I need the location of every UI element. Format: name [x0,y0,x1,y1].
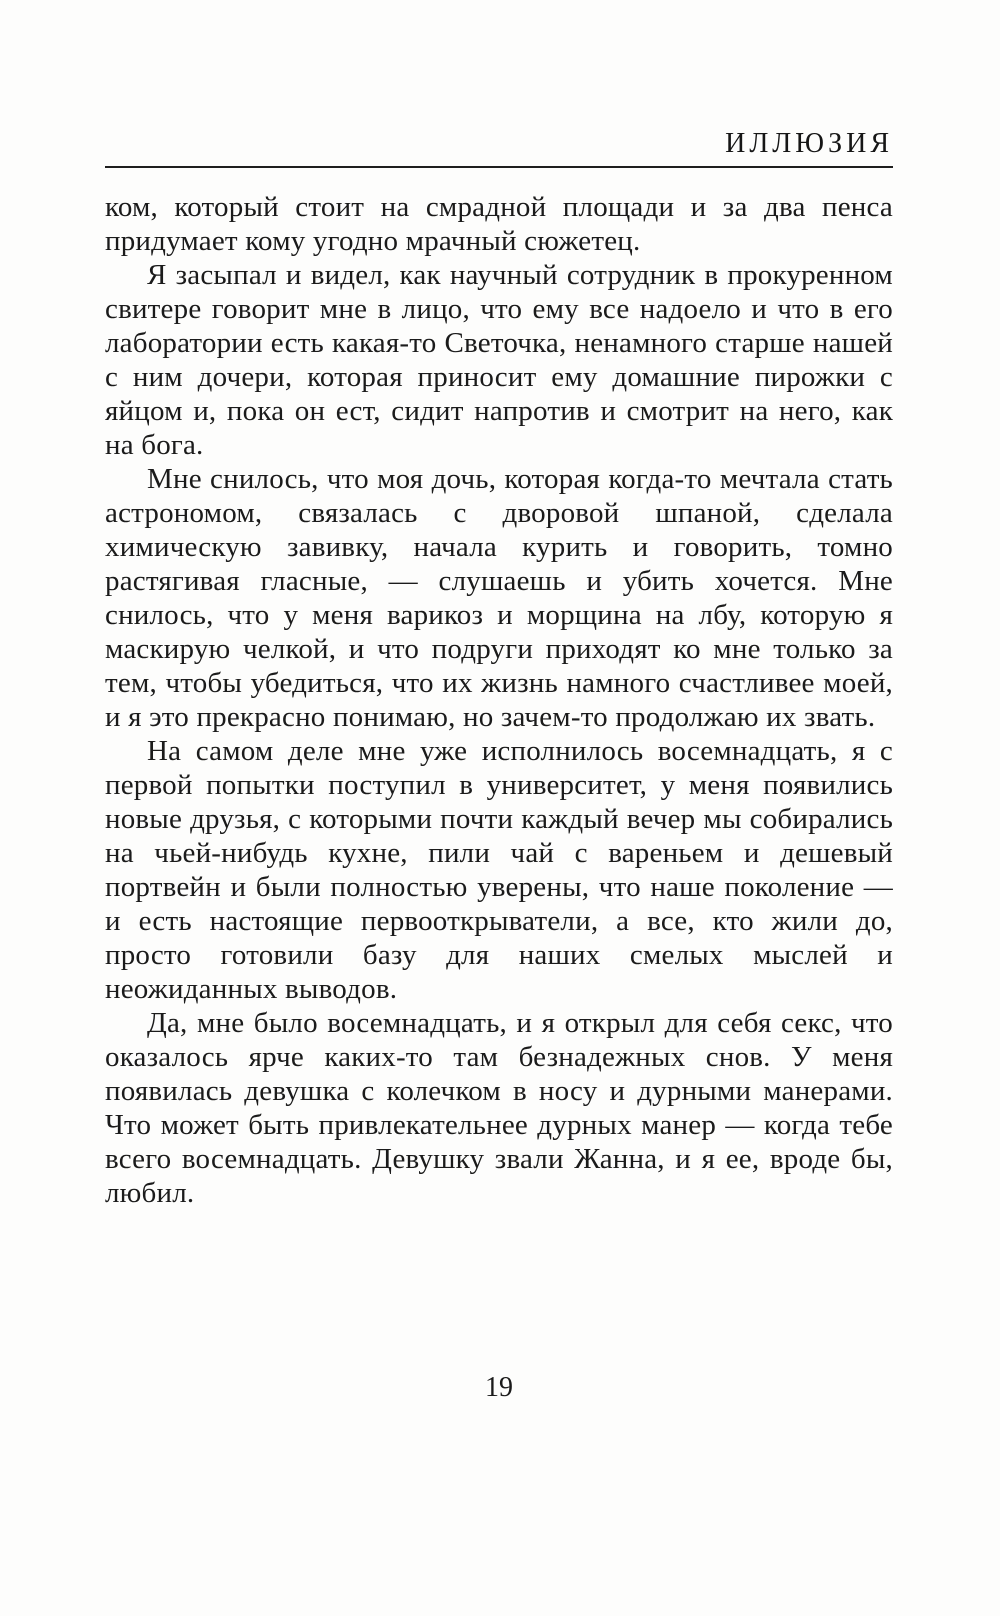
header-divider [105,166,893,168]
body-text [105,190,893,1210]
paragraph: ком, который стоит на смрадной площади и за два пенса придумает кому угодно мрачный сюжетец. [105,191,893,257]
chapter-title: ИЛЛЮЗИЯ [725,128,893,159]
running-head [105,128,893,160]
page-number: 19 [485,1372,513,1403]
paragraph: Я засыпал и видел, как научный сотрудник в прокуренном свитере говорит мне в лицо, что ему все надоело и что в его лаборатории есть какая-то Светочка, ненамного старше нашей с ним дочери, которая приносит ему домашние пирожки с яйцом и, пока он ест, сидит напротив и смотрит на него, как на бога. [105,259,893,461]
paragraph: На самом деле мне уже исполнилось восемнадцать, я с первой попытки поступил в университет, у меня появились новые друзья, с которыми почти каждый вечер мы собирались на чьей-нибудь кухне, пили чай с вареньем и дешевый портвейн и были полностью уверены, что наше поколение — и есть настоящие первооткрыватели, а все, кто жили до, просто готовили базу для наших смелых мыслей и неожиданных выводов. [105,735,893,1005]
paragraph: Да, мне было восемнадцать, и я открыл для себя секс, что оказалось ярче каких-то там безнадежных снов. У меня появилась девушка с колечком в носу и дурными манерами. Что может быть привлекательнее дурных манер — когда тебе всего восемнадцать. Девушку звали Жанна, и я ее, вроде бы, любил. [105,1007,893,1209]
paragraph: Мне снилось, что моя дочь, которая когда-то мечтала стать астрономом, связалась с дворовой шпаной, сделала химическую завивку, начала курить и говорить, томно растягивая гласные, — слушаешь и убить хочется. Мне снилось, что у меня варикоз и морщина на лбу, которую я маскирую челкой, и что подруги приходят ко мне только за тем, чтобы убедиться, что их жизнь намного счастливее моей, и я это прекрасно понимаю, но зачем-то продолжаю их звать. [105,463,893,733]
